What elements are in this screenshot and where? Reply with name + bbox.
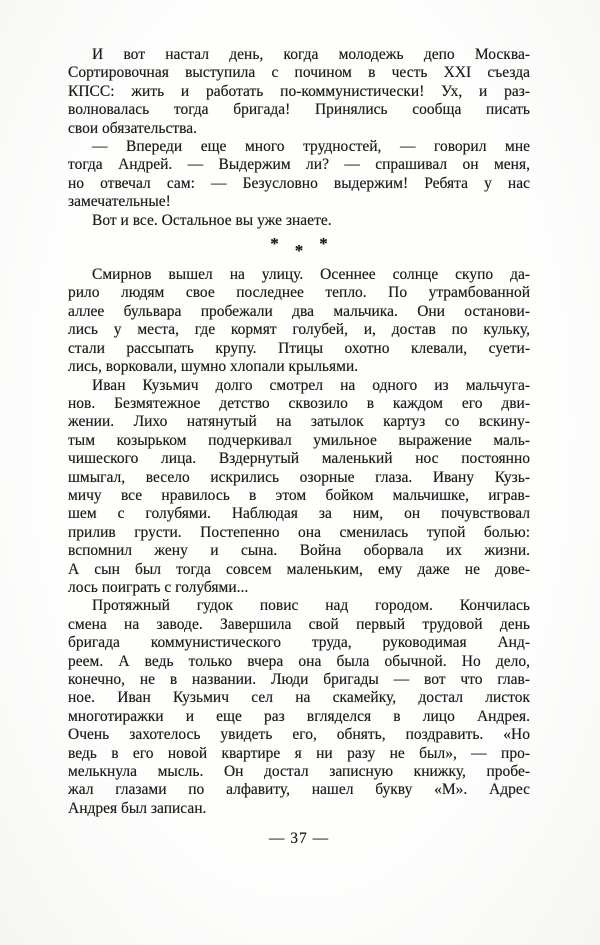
text-line: волновалась тогда бригада! Принялись сообща писать — [68, 101, 530, 119]
text-line: Иван Кузьмич долго смотрел на одного из мальчуга- — [92, 376, 530, 394]
section-separator — [68, 230, 530, 266]
text-line: ное. Иван Кузьмич сел на скамейку, достал листок — [68, 689, 530, 707]
paragraph — [68, 266, 530, 376]
text-line: — Впереди еще много трудностей, — говорил мне — [92, 138, 530, 156]
text-line: чишеского лица. Вздернутый маленький нос постоянно — [68, 450, 530, 468]
text-line: А сын был тогда совсем маленьким, ему даже не дове- — [68, 560, 530, 578]
text-line: нов. Безмятежное детство сквозило в каждом его дви- — [68, 394, 530, 412]
asterisk-icon: * — [319, 234, 328, 254]
paragraph — [68, 212, 530, 230]
text-line: стали рассыпать крупу. Птицы охотно клевали, суети- — [68, 339, 530, 357]
text-line: тогда Андрей. — Выдержим ли? — спрашивал он меня, — [68, 156, 530, 174]
text-line: Сортировочная выступила с почином в честь XXI съезда — [68, 64, 530, 82]
text-line: смена на заводе. Завершила свой первый трудовой день — [68, 615, 530, 633]
text-line: шем с голубями. Наблюдая за ним, он почувствовал — [68, 505, 530, 523]
text-line: тым козырьком подчеркивал умильное выражение маль- — [68, 431, 530, 449]
text-line: реем. А ведь только вчера она была обычной. Но дело, — [68, 652, 530, 670]
text-line: Протяжный гудок повис над городом. Кончилась — [92, 597, 530, 615]
text-line: рило людям свое последнее тепло. По утрамбованной — [68, 284, 530, 302]
paragraph — [68, 46, 530, 138]
text-line: аллее бульвара пробежали два мальчика. Они останови- — [68, 302, 530, 320]
page-text-block — [68, 46, 530, 849]
paragraph — [68, 138, 530, 212]
text-line: вспомнил жену и сына. Война оборвала их жизни. — [68, 542, 530, 560]
text-line: лось поиграть с голубями... — [68, 578, 249, 596]
text-line: шмыгал, весело искрились озорные глаза. Ивану Кузь- — [68, 468, 530, 486]
paragraph — [68, 597, 530, 818]
text-line: прилив грусти. Постепенно она сменилась тупой болью: — [68, 523, 530, 541]
text-line: мелькнула мысль. Он достал записную книжку, пробе- — [68, 763, 530, 781]
text-line: ведь в его новой квартире я ни разу не был», — про- — [68, 744, 530, 762]
text-line: И вот настал день, когда молодежь депо Москва- — [92, 46, 530, 63]
text-line: Смирнов вышел на улицу. Осеннее солнце скупо да- — [92, 266, 530, 284]
text-line: Андрея был записан. — [68, 799, 207, 817]
text-line: мичу все нравилось в этом бойком мальчишке, играв- — [68, 486, 530, 504]
text-line: бригада коммунистического труда, руководимая Анд- — [68, 634, 530, 652]
text-line: свои обязательства. — [68, 119, 197, 137]
asterisk-icon: * — [270, 234, 279, 254]
text-line: лись, ворковали, шумно хлопали крыльями. — [68, 358, 359, 376]
text-line: Очень захотелось увидеть его, обнять, поздравить. «Но — [68, 726, 530, 744]
text-line: жал глазами по алфавиту, нашел букву «М». Адрес — [68, 781, 530, 799]
text-line: лись у места, где кормят голубей, и, достав по кульку, — [68, 321, 530, 339]
paragraph — [68, 377, 530, 598]
text-line: многотиражки и еще раз вгляделся в лицо Андрея. — [68, 707, 530, 725]
page-number: — 37 — — [268, 830, 330, 848]
text-line: жении. Лихо натянутый на затылок картуз со вскину- — [68, 413, 530, 431]
text-line: КПСС: жить и работать по-коммунистически! Ух, и раз- — [68, 82, 530, 100]
asterisk-icon: * — [294, 241, 304, 261]
text-line: Вот и все. Остальное вы уже знаете. — [92, 211, 332, 229]
text-line: но отвечал сам: — Безусловно выдержим! Ребята у нас — [68, 174, 530, 192]
text-line: конечно, не в названии. Люди бригады — вот что глав- — [68, 671, 530, 688]
text-line: замечательные! — [68, 193, 171, 211]
